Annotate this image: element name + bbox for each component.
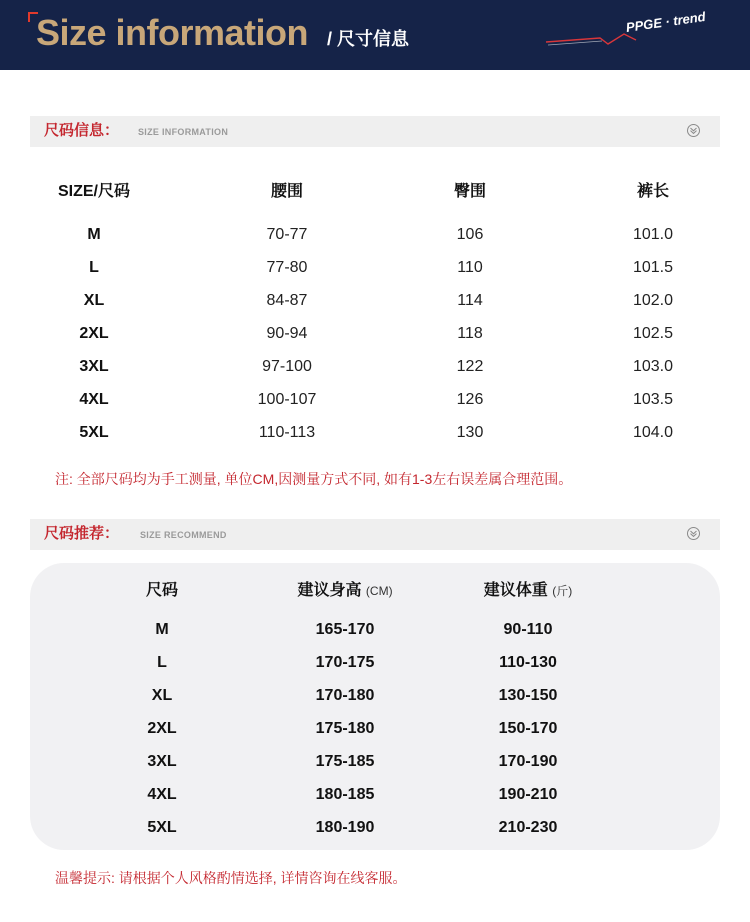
hip-cell: 110 [457, 259, 483, 276]
waist-cell: 84-87 [266, 292, 308, 309]
length-cell: 102.0 [632, 292, 674, 309]
table-row [0, 223, 750, 247]
table-row [0, 256, 750, 280]
height-cell: 175-185 [315, 753, 375, 770]
col-hip: 臀围 [453, 183, 486, 200]
table-row [0, 421, 750, 445]
height-cell: 175-180 [315, 720, 375, 737]
height-cell: 180-185 [315, 786, 375, 803]
weight-cell: 190-210 [498, 786, 558, 803]
page-title: Size information [36, 12, 309, 53]
size-cell: 3XL [147, 753, 177, 770]
col-size [82, 579, 242, 603]
hip-cell: 130 [456, 424, 484, 441]
header-banner [0, 0, 750, 70]
measurement-note: 注: 全部尺码均为手工测量, 单位CM,因测量方式不同, 如有1-3左右误差属合理范围。 [55, 471, 573, 487]
hip-cell: 122 [456, 358, 484, 375]
length-cell: 104.0 [632, 424, 674, 441]
col-height-unit: (CM) [365, 584, 393, 598]
height-cell: 165-170 [315, 621, 375, 638]
page-subtitle: / 尺寸信息 [327, 29, 410, 49]
weight-cell: 110-130 [499, 654, 557, 671]
weight-cell: 90-110 [503, 621, 553, 638]
table-row [0, 816, 750, 840]
size-info-label: 尺码信息： [44, 122, 120, 139]
height-cell: 180-190 [315, 819, 375, 836]
table-row [0, 618, 750, 642]
col-waist: 腰围 [270, 183, 303, 200]
size-recommend-sublabel: SIZE RECOMMEND [140, 530, 227, 540]
size-cell: 4XL [79, 391, 109, 408]
length-cell: 101.5 [632, 259, 674, 276]
table-row [0, 289, 750, 313]
col-size-label: 尺码 [145, 582, 178, 599]
tip-note: 温馨提示: 请根据个人风格酌情选择, 详情咨询在线客服。 [55, 870, 407, 886]
length-cell: 103.0 [632, 358, 674, 375]
chevron-down-circle-icon[interactable] [687, 527, 700, 540]
hip-cell: 114 [457, 292, 483, 309]
table-row [0, 717, 750, 741]
brand-logo: PPGE · trend [624, 8, 707, 35]
table-row [0, 355, 750, 379]
col-height-label: 建议身高 [297, 582, 362, 599]
table-row [0, 388, 750, 412]
waist-cell: 77-80 [266, 259, 308, 276]
height-cell: 170-175 [315, 654, 375, 671]
col-size: SIZE/尺码 [57, 183, 130, 200]
waist-cell: 90-94 [266, 325, 308, 342]
size-cell: 5XL [147, 819, 177, 836]
height-cell: 170-180 [315, 687, 375, 704]
size-cell: XL [151, 687, 173, 704]
size-info-bar [30, 116, 720, 147]
length-cell: 101.0 [632, 226, 674, 243]
weight-cell: 170-190 [498, 753, 558, 770]
length-cell: 102.5 [632, 325, 674, 342]
size-cell: 2XL [79, 325, 109, 342]
size-recommend-label: 尺码推荐： [44, 525, 120, 542]
size-recommend-bar [30, 519, 720, 550]
table-row [0, 651, 750, 675]
weight-cell: 210-230 [498, 819, 558, 836]
weight-cell: 130-150 [498, 687, 558, 704]
table-row [0, 750, 750, 774]
col-weight [448, 579, 608, 603]
size-cell: XL [83, 292, 105, 309]
hip-cell: 106 [456, 226, 484, 243]
col-weight-label: 建议体重 [483, 582, 548, 599]
table-row [0, 684, 750, 708]
waist-cell: 100-107 [257, 391, 317, 408]
size-cell: 3XL [79, 358, 109, 375]
hip-cell: 118 [457, 325, 483, 342]
col-height [265, 579, 425, 603]
waist-cell: 70-77 [266, 226, 308, 243]
col-length: 裤长 [636, 183, 669, 200]
size-cell: L [89, 259, 99, 276]
hip-cell: 126 [456, 391, 484, 408]
size-cell: L [157, 654, 167, 671]
size-info-header-row [0, 180, 750, 204]
size-cell: 5XL [79, 424, 109, 441]
chevron-down-circle-icon[interactable] [687, 124, 700, 137]
table-row [0, 783, 750, 807]
table-row [0, 322, 750, 346]
size-cell: 4XL [147, 786, 177, 803]
size-cell: M [87, 226, 101, 243]
size-cell: 2XL [147, 720, 177, 737]
weight-cell: 150-170 [498, 720, 558, 737]
waist-cell: 110-113 [258, 424, 316, 441]
size-info-sublabel: SIZE INFORMATION [138, 127, 229, 137]
col-weight-unit: (斤) [552, 584, 573, 598]
waist-cell: 97-100 [262, 358, 312, 375]
size-cell: M [155, 621, 169, 638]
size-recommend-header-row [0, 579, 750, 603]
length-cell: 103.5 [632, 391, 674, 408]
